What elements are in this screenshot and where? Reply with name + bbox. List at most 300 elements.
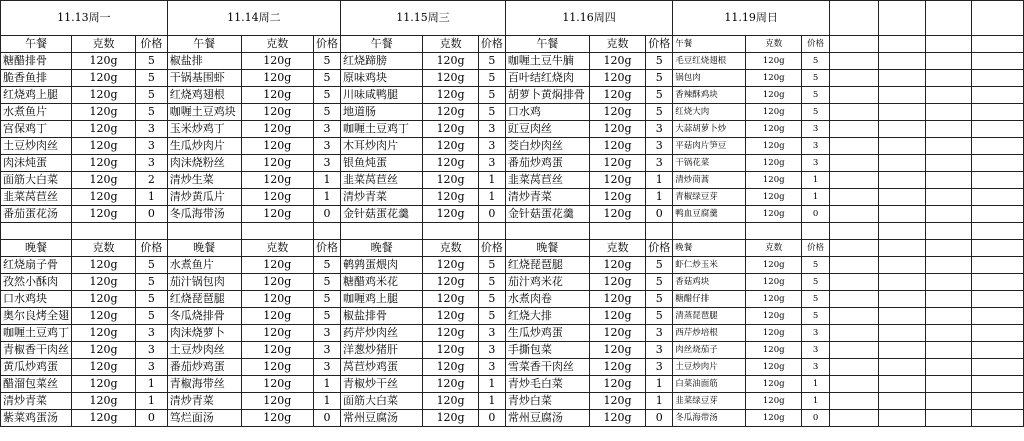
grams: 120g	[423, 291, 479, 308]
grams: 120g	[423, 359, 479, 376]
dish-name: 青椒香干肉丝	[1, 342, 72, 359]
empty-cell	[505, 223, 589, 240]
empty-cell	[971, 206, 1023, 223]
price: 5	[478, 70, 505, 87]
dish-name: 笃烂面汤	[167, 410, 241, 427]
grams: 120g	[241, 257, 314, 274]
dish-name: 咖喱土豆鸡丁	[341, 121, 423, 138]
price-header: 价格	[136, 36, 168, 53]
price: 3	[136, 325, 168, 342]
empty-cell	[829, 36, 878, 53]
lunch-column-header-row	[1, 36, 1024, 53]
empty-cell	[829, 376, 878, 393]
grams: 120g	[589, 189, 646, 206]
dish-name: 茄汁锅包肉	[167, 274, 241, 291]
price: 5	[478, 274, 505, 291]
empty-cell	[971, 223, 1023, 240]
dish-name: 青椒炒干丝	[341, 376, 423, 393]
grams: 120g	[746, 172, 802, 189]
price: 1	[314, 376, 341, 393]
dish-name: 肉沫烧萝卜	[167, 325, 241, 342]
price-header: 价格	[136, 240, 168, 257]
grams: 120g	[589, 206, 646, 223]
empty-cell	[925, 410, 971, 427]
price: 5	[802, 291, 830, 308]
empty-cell	[925, 393, 971, 410]
dish-name: 土豆炒肉丝	[1, 138, 72, 155]
grams: 120g	[241, 291, 314, 308]
empty-cell	[746, 223, 802, 240]
grams: 120g	[72, 325, 136, 342]
dish-name: 椒盐排	[167, 53, 241, 70]
dish-name: 奥尔良烤全翅	[1, 308, 72, 325]
empty-cell	[829, 138, 878, 155]
empty-cell	[879, 1, 925, 36]
empty-cell	[879, 359, 925, 376]
price: 5	[646, 53, 673, 70]
lunch-row	[1, 104, 1024, 121]
meal-header: 晚餐	[673, 240, 746, 257]
empty-cell	[879, 172, 925, 189]
empty-cell	[925, 70, 971, 87]
price: 5	[802, 104, 830, 121]
dish-name: 清蒸琵琶腿	[673, 308, 746, 325]
empty-cell	[879, 291, 925, 308]
price: 3	[478, 121, 505, 138]
empty-cell	[925, 87, 971, 104]
empty-cell	[802, 223, 830, 240]
price: 3	[646, 138, 673, 155]
price: 5	[136, 257, 168, 274]
price: 3	[646, 359, 673, 376]
dish-name: 川味咸鸭腿	[341, 87, 423, 104]
price: 3	[136, 138, 168, 155]
dish-name: 番茄蛋花汤	[1, 206, 72, 223]
dish-name: 脆香鱼排	[1, 70, 72, 87]
price: 5	[646, 257, 673, 274]
dish-name: 面筋大白菜	[1, 172, 72, 189]
price: 5	[478, 87, 505, 104]
dish-name: 红烧鸡翅根	[167, 87, 241, 104]
price: 1	[802, 393, 830, 410]
empty-cell	[925, 36, 971, 53]
price-header: 价格	[478, 36, 505, 53]
grams-header: 克数	[72, 240, 136, 257]
grams: 120g	[241, 376, 314, 393]
price: 5	[136, 274, 168, 291]
price: 5	[646, 274, 673, 291]
price: 3	[136, 342, 168, 359]
price: 1	[314, 172, 341, 189]
dish-name: 清炒青菜	[341, 189, 423, 206]
dish-name: 西芹炒培根	[673, 325, 746, 342]
grams: 120g	[589, 155, 646, 172]
grams: 120g	[72, 257, 136, 274]
grams: 120g	[589, 87, 646, 104]
dish-name: 青椒海带丝	[167, 376, 241, 393]
price: 3	[136, 121, 168, 138]
dish-name: 韭菜莴苣丝	[1, 189, 72, 206]
empty-cell	[478, 223, 505, 240]
empty-cell	[829, 223, 878, 240]
dish-name: 面筋大白菜	[341, 393, 423, 410]
price: 5	[478, 104, 505, 121]
price: 0	[802, 206, 830, 223]
dish-name: 大蒜胡萝卜炒	[673, 121, 746, 138]
empty-cell	[829, 121, 878, 138]
grams: 120g	[72, 104, 136, 121]
dish-name: 宫保鸡丁	[1, 121, 72, 138]
price: 0	[646, 206, 673, 223]
grams: 120g	[589, 291, 646, 308]
price: 5	[802, 274, 830, 291]
price: 1	[478, 376, 505, 393]
grams-header: 克数	[423, 36, 479, 53]
dish-name: 醋溜包菜丝	[1, 376, 72, 393]
dinner-row	[1, 257, 1024, 274]
price: 3	[646, 325, 673, 342]
empty-cell	[879, 240, 925, 257]
grams: 120g	[423, 189, 479, 206]
grams: 120g	[746, 342, 802, 359]
dish-name: 木耳炒肉片	[341, 138, 423, 155]
grams: 120g	[72, 172, 136, 189]
empty-cell	[971, 393, 1023, 410]
empty-cell	[879, 342, 925, 359]
dish-name: 口水鸡块	[1, 291, 72, 308]
empty-cell	[925, 223, 971, 240]
empty-cell	[879, 410, 925, 427]
dish-name: 银鱼炖蛋	[341, 155, 423, 172]
price: 3	[646, 121, 673, 138]
lunch-row	[1, 70, 1024, 87]
lunch-row	[1, 138, 1024, 155]
grams: 120g	[746, 393, 802, 410]
grams: 120g	[72, 138, 136, 155]
empty-cell	[879, 104, 925, 121]
price: 5	[136, 70, 168, 87]
empty-cell	[646, 223, 673, 240]
dish-name: 金针菇蛋花羹	[505, 206, 589, 223]
price-header: 价格	[802, 36, 830, 53]
empty-cell	[925, 291, 971, 308]
dinner-row	[1, 291, 1024, 308]
price: 1	[802, 189, 830, 206]
dinner-row	[1, 376, 1024, 393]
empty-cell	[879, 70, 925, 87]
grams: 120g	[589, 138, 646, 155]
price: 1	[136, 189, 168, 206]
empty-cell	[241, 223, 314, 240]
empty-cell	[925, 53, 971, 70]
price: 1	[136, 393, 168, 410]
empty-cell	[829, 172, 878, 189]
meal-header: 午餐	[341, 36, 423, 53]
dish-name: 韭菜莴苣丝	[341, 172, 423, 189]
empty-cell	[72, 223, 136, 240]
price: 3	[802, 155, 830, 172]
meal-header: 午餐	[673, 36, 746, 53]
empty-cell	[971, 70, 1023, 87]
grams: 120g	[589, 325, 646, 342]
price: 1	[478, 189, 505, 206]
empty-cell	[829, 155, 878, 172]
empty-cell	[925, 189, 971, 206]
dish-name: 肉丝烧茄子	[673, 342, 746, 359]
dish-name: 黄瓜炒鸡蛋	[1, 359, 72, 376]
dish-name: 椒盐排骨	[341, 308, 423, 325]
grams: 120g	[241, 274, 314, 291]
price: 5	[314, 274, 341, 291]
dish-name: 清炒青菜	[167, 393, 241, 410]
empty-cell	[829, 240, 878, 257]
empty-cell	[879, 189, 925, 206]
grams: 120g	[746, 359, 802, 376]
grams: 120g	[241, 410, 314, 427]
price: 5	[478, 53, 505, 70]
dish-name: 原味鸡块	[341, 70, 423, 87]
lunch-row	[1, 155, 1024, 172]
day-header: 11.19周日	[673, 1, 830, 36]
grams: 120g	[746, 155, 802, 172]
empty-cell	[879, 325, 925, 342]
empty-cell	[829, 325, 878, 342]
dish-name: 白菜油面筋	[673, 376, 746, 393]
empty-cell	[829, 1, 878, 36]
price: 5	[314, 257, 341, 274]
empty-cell	[879, 393, 925, 410]
day-header: 11.16周四	[505, 1, 672, 36]
grams: 120g	[241, 342, 314, 359]
price: 5	[646, 308, 673, 325]
meal-header: 晚餐	[341, 240, 423, 257]
grams: 120g	[423, 393, 479, 410]
dish-name: 平菇肉片笋豆	[673, 138, 746, 155]
dish-name: 生瓜炒鸡蛋	[505, 325, 589, 342]
price: 5	[314, 308, 341, 325]
empty-cell	[971, 325, 1023, 342]
grams: 120g	[72, 53, 136, 70]
grams: 120g	[241, 325, 314, 342]
price: 5	[646, 104, 673, 121]
empty-cell	[829, 274, 878, 291]
dish-name: 常州豆腐汤	[505, 410, 589, 427]
price-header: 价格	[314, 240, 341, 257]
dish-name: 鹌鹑蛋煨肉	[341, 257, 423, 274]
grams: 120g	[423, 138, 479, 155]
empty-cell	[925, 325, 971, 342]
price: 3	[646, 342, 673, 359]
price: 5	[478, 308, 505, 325]
empty-cell	[971, 274, 1023, 291]
dish-name: 干锅花菜	[673, 155, 746, 172]
price: 0	[136, 410, 168, 427]
grams: 120g	[746, 70, 802, 87]
grams-header: 克数	[746, 36, 802, 53]
empty-cell	[879, 87, 925, 104]
price: 3	[136, 359, 168, 376]
empty-cell	[971, 359, 1023, 376]
grams: 120g	[72, 291, 136, 308]
empty-cell	[829, 70, 878, 87]
grams: 120g	[589, 393, 646, 410]
grams: 120g	[423, 308, 479, 325]
empty-cell	[879, 121, 925, 138]
grams: 120g	[746, 376, 802, 393]
date-header-row	[1, 1, 1024, 36]
dinner-row	[1, 393, 1024, 410]
price: 5	[802, 70, 830, 87]
dish-name: 清炒生菜	[167, 172, 241, 189]
dish-name: 咖喱土豆鸡丁	[1, 325, 72, 342]
empty-cell	[925, 376, 971, 393]
price-header: 价格	[314, 36, 341, 53]
price-header: 价格	[478, 240, 505, 257]
dinner-row	[1, 308, 1024, 325]
meal-header: 午餐	[505, 36, 589, 53]
grams: 120g	[423, 104, 479, 121]
dish-name: 雪菜香干肉丝	[505, 359, 589, 376]
empty-cell	[879, 206, 925, 223]
empty-cell	[925, 104, 971, 121]
grams: 120g	[746, 257, 802, 274]
grams: 120g	[589, 104, 646, 121]
price: 5	[314, 104, 341, 121]
grams: 120g	[589, 359, 646, 376]
dish-name: 糖醋排骨	[1, 53, 72, 70]
grams: 120g	[241, 138, 314, 155]
grams-header: 克数	[72, 36, 136, 53]
grams: 120g	[241, 172, 314, 189]
grams: 120g	[746, 206, 802, 223]
grams: 120g	[589, 172, 646, 189]
dish-name: 韭菜绿豆芽	[673, 393, 746, 410]
grams-header: 克数	[241, 36, 314, 53]
empty-cell	[314, 223, 341, 240]
empty-cell	[925, 359, 971, 376]
dish-name: 干锅基围虾	[167, 70, 241, 87]
empty-cell	[879, 274, 925, 291]
price: 3	[478, 138, 505, 155]
lunch-row	[1, 53, 1024, 70]
empty-cell	[971, 291, 1023, 308]
grams: 120g	[241, 53, 314, 70]
price: 5	[314, 70, 341, 87]
empty-cell	[879, 308, 925, 325]
grams: 120g	[423, 155, 479, 172]
grams: 120g	[423, 342, 479, 359]
empty-cell	[925, 274, 971, 291]
dish-name: 清炒青菜	[1, 393, 72, 410]
grams: 120g	[746, 104, 802, 121]
dish-name: 生瓜炒肉片	[167, 138, 241, 155]
dish-name: 土豆炒肉丝	[167, 342, 241, 359]
grams: 120g	[72, 206, 136, 223]
dish-name: 番茄炒鸡蛋	[505, 155, 589, 172]
dish-name: 玉米炒鸡丁	[167, 121, 241, 138]
empty-cell	[879, 36, 925, 53]
grams: 120g	[746, 189, 802, 206]
grams: 120g	[746, 291, 802, 308]
price: 2	[136, 172, 168, 189]
dish-name: 毛豆红烧翅根	[673, 53, 746, 70]
dish-name: 番茄炒鸡蛋	[167, 359, 241, 376]
grams: 120g	[72, 410, 136, 427]
dish-name: 咖喱鸡上腿	[341, 291, 423, 308]
price: 3	[314, 121, 341, 138]
grams: 120g	[423, 410, 479, 427]
dish-name: 豇豆肉丝	[505, 121, 589, 138]
price: 3	[802, 325, 830, 342]
price: 3	[802, 359, 830, 376]
price: 5	[314, 291, 341, 308]
grams: 120g	[589, 308, 646, 325]
grams: 120g	[423, 257, 479, 274]
grams: 120g	[423, 376, 479, 393]
price: 1	[478, 172, 505, 189]
dish-name: 红烧蹄膀	[341, 53, 423, 70]
price: 5	[802, 53, 830, 70]
dinner-row	[1, 325, 1024, 342]
price: 1	[646, 393, 673, 410]
empty-cell	[925, 155, 971, 172]
price: 1	[646, 376, 673, 393]
empty-cell	[925, 257, 971, 274]
price: 0	[314, 206, 341, 223]
dish-name: 糖醋鸡米花	[341, 274, 423, 291]
price: 0	[802, 410, 830, 427]
grams: 120g	[72, 342, 136, 359]
empty-cell	[829, 257, 878, 274]
empty-cell	[879, 257, 925, 274]
empty-cell	[829, 206, 878, 223]
dish-name: 冬瓜烧排骨	[167, 308, 241, 325]
empty-cell	[829, 189, 878, 206]
day-header: 11.15周三	[341, 1, 506, 36]
empty-cell	[829, 53, 878, 70]
grams: 120g	[241, 308, 314, 325]
price: 5	[136, 291, 168, 308]
dish-name: 水煮鱼片	[167, 257, 241, 274]
dish-name: 香菇鸡块	[673, 274, 746, 291]
day-header: 11.14周二	[167, 1, 340, 36]
grams: 120g	[746, 410, 802, 427]
empty-cell	[829, 308, 878, 325]
dish-name: 肉沫炖蛋	[1, 155, 72, 172]
dish-name: 红烧大排	[505, 308, 589, 325]
dish-name: 青炒白菜	[505, 393, 589, 410]
empty-cell	[971, 36, 1023, 53]
empty-cell	[1, 223, 72, 240]
price: 3	[314, 325, 341, 342]
grams: 120g	[746, 87, 802, 104]
grams: 120g	[241, 359, 314, 376]
dinner-row	[1, 274, 1024, 291]
price: 3	[314, 138, 341, 155]
dish-name: 常州豆腐汤	[341, 410, 423, 427]
price: 1	[314, 189, 341, 206]
grams: 120g	[72, 308, 136, 325]
price: 1	[646, 189, 673, 206]
dish-name: 香辣酥鸡块	[673, 87, 746, 104]
meal-header: 午餐	[1, 36, 72, 53]
lunch-row	[1, 206, 1024, 223]
empty-cell	[136, 223, 168, 240]
grams: 120g	[241, 70, 314, 87]
grams: 120g	[241, 393, 314, 410]
price: 5	[136, 104, 168, 121]
empty-cell	[829, 87, 878, 104]
